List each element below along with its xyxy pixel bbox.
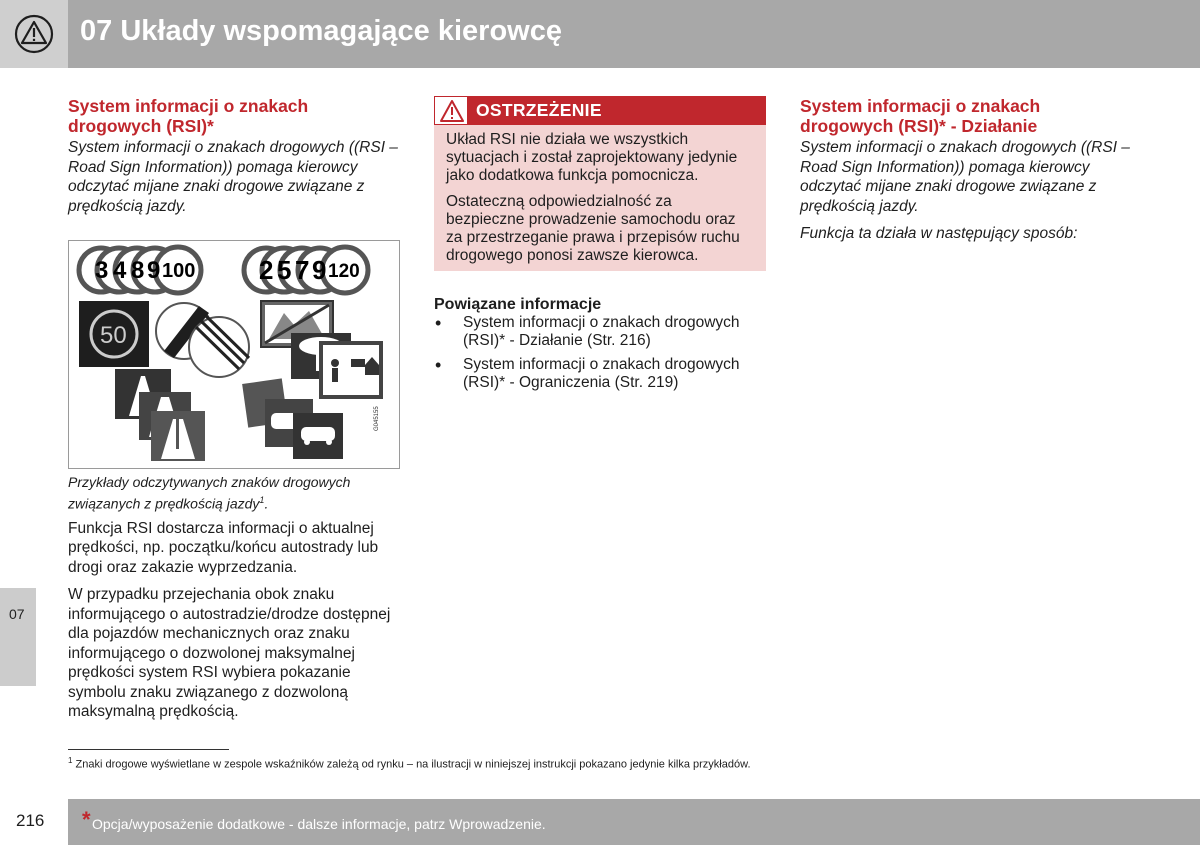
header-icon-box — [0, 0, 68, 68]
related-info-heading: Powiązane informacje — [434, 296, 602, 313]
section-heading-rsi: System informacji o znakach drogowych (RSI)* — [68, 96, 309, 136]
warning-icon-box — [434, 96, 468, 125]
speed-limit-value: 100 — [162, 260, 196, 282]
speed-signs-group-right — [244, 247, 368, 293]
warning-triangle-icon — [440, 99, 464, 123]
section-intro: System informacji o znakach drogowych ((RSI – Road Sign Information)) pomaga kierowcy odczytać mijane znaki drogowe związane z prędkością jazdy. — [68, 139, 398, 215]
column-middle — [434, 96, 766, 392]
speed-digit: 2 — [259, 255, 274, 285]
variable-speed-sign — [79, 301, 149, 367]
figure-caption: Przykłady odczytywanych znaków drogowych związanych z prędkością jazdy$^1$. — [68, 474, 351, 512]
warning-title: OSTRZEŻENIE — [476, 100, 602, 120]
figure-caption-text: Przykłady odczytywanych znaków drogowych związanych z prędkością jazdy — [68, 474, 351, 512]
column-left — [68, 96, 403, 722]
warning-box — [434, 96, 766, 271]
section-heading-rsi-operation: System informacji o znakach drogowych (RSI)* - Działanie — [800, 96, 1041, 136]
paragraph-rsi-function: Funkcja RSI dostarcza informacji o aktualnej prędkości, np. początku/końcu autostrady lub drogi oraz zakazie wyprzedzania. — [68, 519, 379, 576]
footnote — [68, 756, 751, 771]
speed-digit: 3 — [95, 257, 109, 284]
warning-header — [434, 96, 766, 125]
footer-bar — [68, 799, 1200, 845]
footer-note: Opcja/wyposażenie dodatkowe - dalsze informacje, patrz Wprowadzenie. — [92, 816, 546, 832]
section-intro: System informacji o znakach drogowych ((RSI – Road Sign Information)) pomaga kierowcy odczytać mijane znaki drogowe związane z prędkością jazdy. — [800, 139, 1130, 215]
speed-signs-group-left — [79, 247, 201, 293]
speed-digit: 8 — [131, 257, 145, 284]
road-signs-figure — [68, 240, 400, 469]
footnote-divider — [68, 749, 229, 750]
paragraph-rsi-selection: W przypadku przejechania obok znaku informującego o autostradzie/drodze dostępnej dla pojazdów mechanicznych oraz znaku informującego o dozwolonej maksymalnej prędkości system RSI wybiera pokazanie symbolu znaku związanego z dozwoloną maksymalną prędkością. — [68, 586, 391, 721]
warning-triangle-icon — [14, 14, 54, 54]
related-link-limitations[interactable]: • System informacji o znakach drogowych (RSI)* - Ograniczenia (Str. 219) — [434, 356, 766, 392]
speed-digit: 7 — [295, 255, 310, 285]
related-info-list — [434, 314, 766, 392]
speed-digit: 4 — [113, 257, 127, 284]
page-header — [0, 0, 1200, 68]
end-of-restriction-signs — [156, 303, 249, 377]
warning-text-1: Układ RSI nie działa we wszystkich sytuacjach i został zaprojektowany jedynie jako dodatkowa funkcja pomocnicza. — [446, 131, 738, 184]
speed-digit: 9 — [312, 255, 327, 285]
variable-speed-value: 50 — [100, 322, 127, 349]
page-number: 216 — [16, 811, 45, 830]
chapter-title: 07 Układy wspomagające kierowcę — [80, 15, 562, 47]
speed-digit: 9 — [147, 257, 161, 284]
operation-lead-in: Funkcja ta działa w następujący sposób: — [800, 225, 1078, 242]
chapter-side-tab — [0, 588, 36, 686]
figure-code: G045155 — [374, 406, 380, 431]
speed-limit-value: 120 — [328, 261, 360, 282]
column-right — [800, 96, 1135, 244]
footnote-text: Znaki drogowe wyświetlane w zespole wskaźników zależą od rynku – na ilustracji w niniejszej instrukcji pokazano jedynie kilka przykładów. — [75, 758, 751, 771]
footnote-ref: 1 — [259, 495, 265, 505]
road-signs-illustration — [69, 241, 399, 468]
related-link-operation[interactable]: • System informacji o znakach drogowych (RSI)* - Działanie (Str. 216) — [434, 314, 766, 350]
warning-text-2: Ostateczną odpowiedzialność za bezpieczne prowadzenie samochodu oraz za przestrzeganie prawa i przepisów ruchu drogowego ponosi zawsze kierowca. — [446, 193, 740, 264]
option-star-marker: * — [82, 807, 91, 832]
footnote-marker: 1 — [68, 756, 73, 765]
speed-digit: 5 — [277, 255, 292, 285]
motorway-signs-left — [115, 369, 205, 461]
chapter-side-tab-label: 07 — [9, 606, 25, 622]
